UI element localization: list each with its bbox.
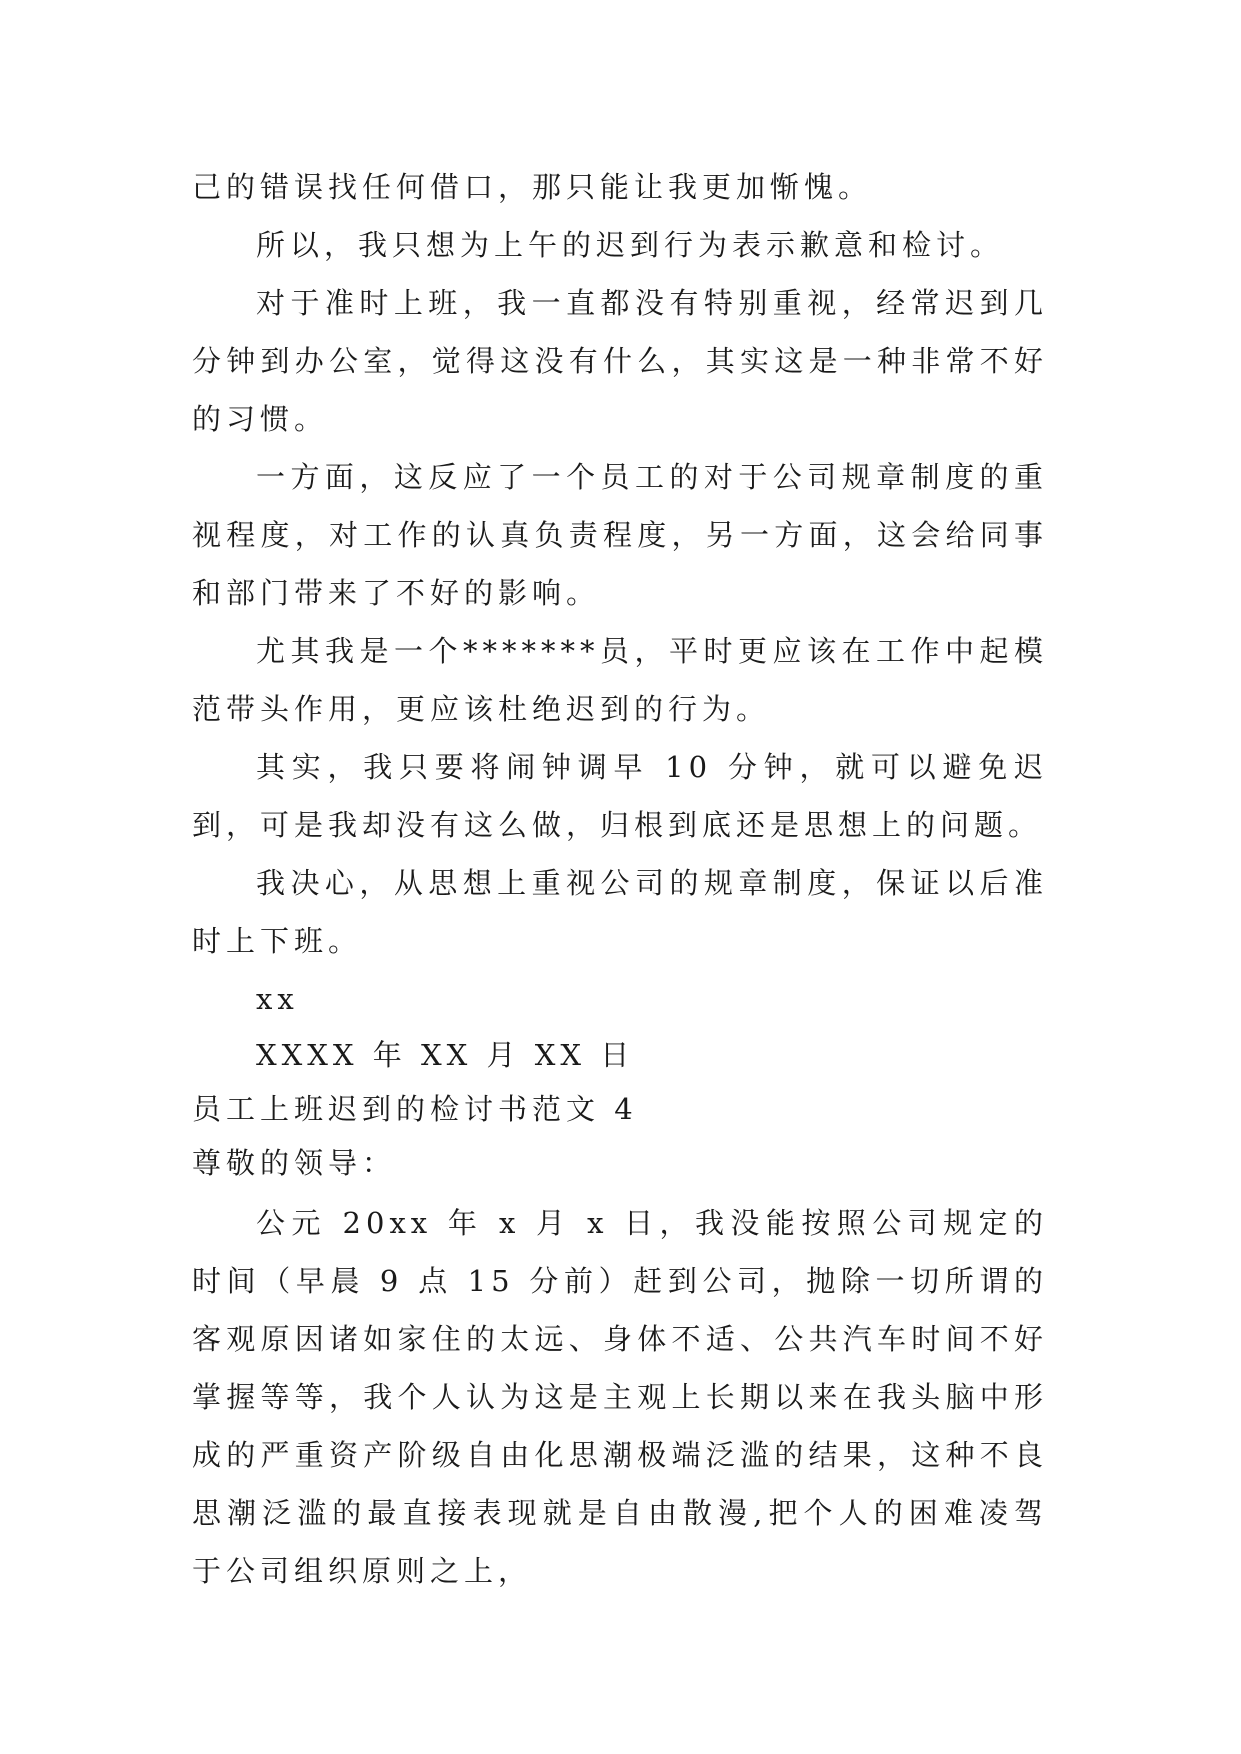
paragraph-alarm-clock: 其实，我只要将闹钟调早 10 分钟，就可以避免迟到，可是我却没有这么做，归根到底还是思想上的问题。	[192, 750, 1048, 842]
paragraph-punctuality: 对于准时上班，我一直都没有特别重视，经常迟到几分钟到办公室，觉得这没有什么，其实这是一种非常不好的习惯。	[192, 286, 1048, 436]
paragraph-role-model: 尤其我是一个*******员，平时更应该在工作中起模范带头作用，更应该杜绝迟到的行为。	[192, 634, 1048, 726]
paragraph-impact: 一方面，这反应了一个员工的对于公司规章制度的重视程度，对工作的认真负责程度，另一方面，这会给同事和部门带来了不好的影响。	[192, 460, 1048, 610]
paragraph-resolution: 我决心，从思想上重视公司的规章制度，保证以后准时上下班。	[192, 866, 1048, 958]
paragraph-apology-end: 己的错误找任何借口，那只能让我更加惭愧。	[192, 170, 873, 204]
document-body	[192, 158, 1048, 1600]
paragraph-apology: 所以，我只想为上午的迟到行为表示歉意和检讨。	[256, 228, 1005, 262]
salutation: 尊敬的领导：	[192, 1146, 397, 1180]
section-title: 员工上班迟到的检讨书范文 4	[192, 1092, 638, 1126]
paragraph-incident: 公元 20xx 年 x 月 x 日，我没能按照公司规定的时间（早晨 9 点 15 分前）赶到公司，抛除一切所谓的客观原因诸如家住的太远、身体不适、公共汽车时间不好掌握等等，我个人认为这是主观上长期以来在我头脑中形成的严重资产阶级自由化思潮极端泛滥的结果，这种不良思潮泛滥的最直接表现就是自由散漫,把个人的困难凌驾于公司组织原则之上，	[192, 1206, 1048, 1588]
signature-date: XXXX 年 XX 月 XX 日	[256, 1038, 635, 1072]
signature-name: xx	[256, 982, 299, 1016]
